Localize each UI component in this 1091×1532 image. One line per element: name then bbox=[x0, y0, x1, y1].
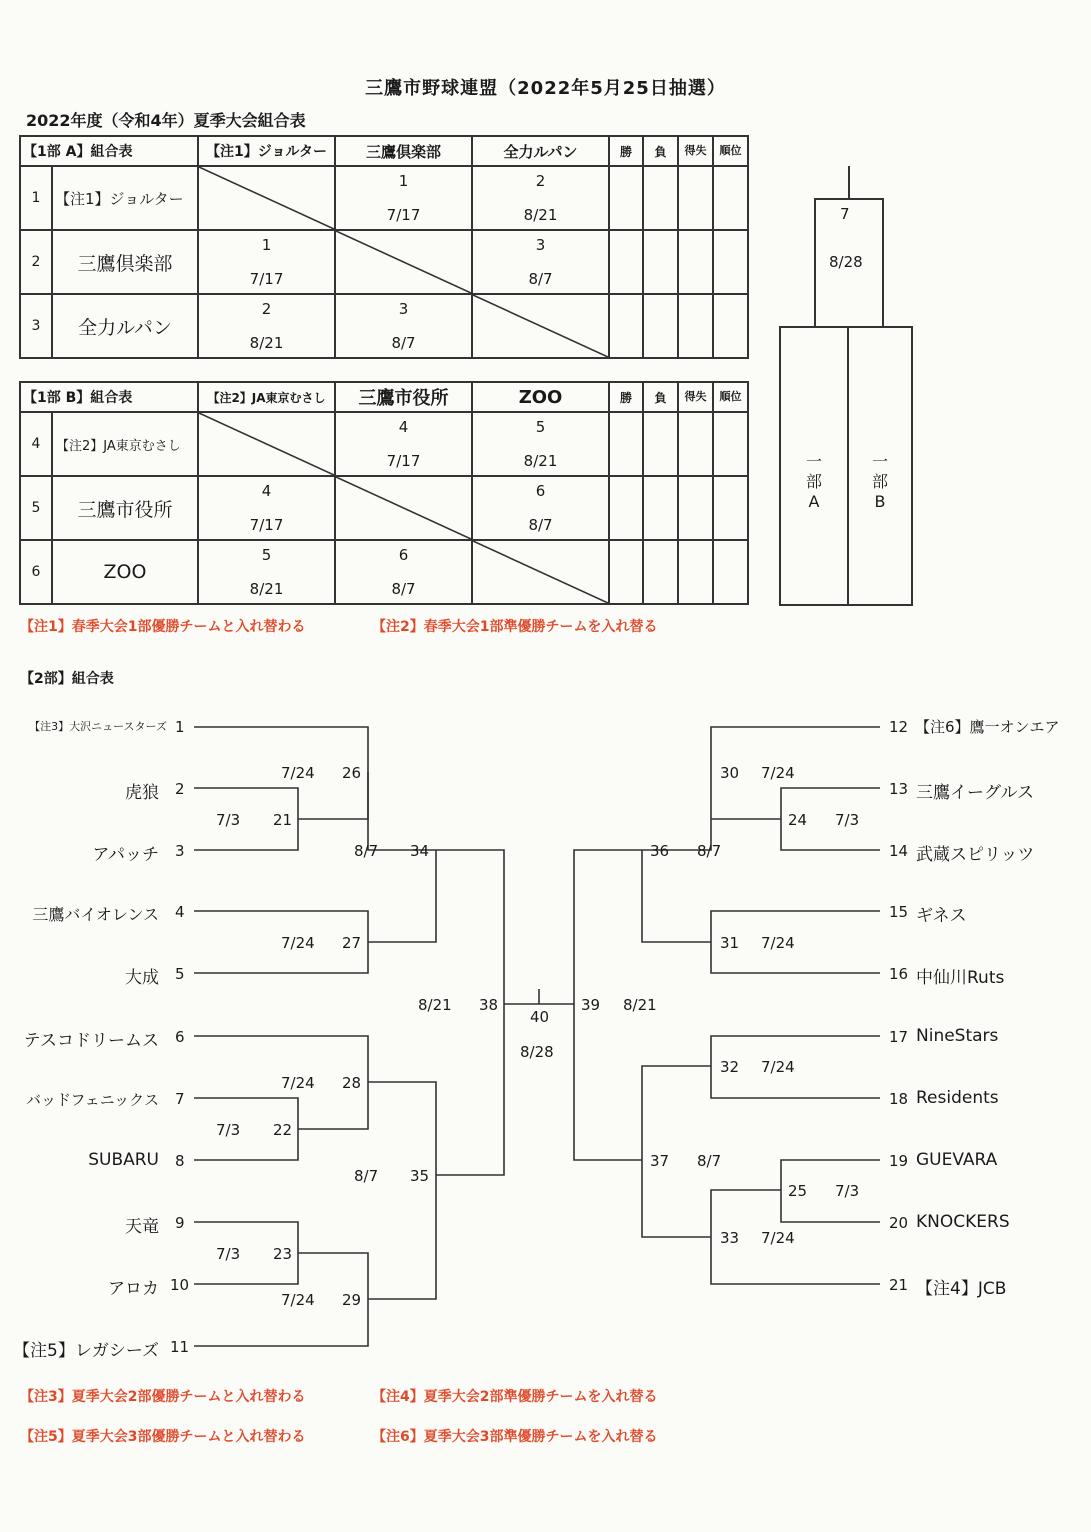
team-number: 6 bbox=[175, 1028, 185, 1046]
game-date: 7/24 bbox=[281, 764, 315, 782]
game-date: 8/7 bbox=[391, 334, 416, 352]
game-number: 32 bbox=[720, 1058, 740, 1076]
game-number: 5 bbox=[535, 418, 546, 436]
game-date: 7/17 bbox=[249, 516, 284, 534]
game-number: 29 bbox=[342, 1291, 362, 1309]
team-number: 11 bbox=[170, 1338, 190, 1356]
team-name: バッドフェニックス bbox=[25, 1091, 159, 1109]
game-date: 8/7 bbox=[391, 580, 416, 598]
game-number: 2 bbox=[261, 300, 272, 318]
game-date: 8/21 bbox=[523, 452, 558, 470]
team-number: 3 bbox=[175, 842, 185, 860]
note-5: 【注5】夏季大会3部優勝チームと入れ替わる bbox=[20, 1429, 306, 1445]
row-team: 全力ルパン bbox=[52, 294, 198, 358]
team-number: 16 bbox=[889, 965, 909, 983]
game-number: 33 bbox=[720, 1229, 740, 1247]
game-date: 7/24 bbox=[281, 1291, 315, 1309]
team-name: NineStars bbox=[916, 1026, 999, 1046]
game-number: 4 bbox=[398, 418, 409, 436]
row-team: 【注2】JA東京むさし bbox=[52, 412, 198, 476]
division2-label: 【2部】組合表 bbox=[20, 671, 114, 687]
team-name: 【注4】JCB bbox=[916, 1279, 1007, 1299]
note-6: 【注6】夏季大会3部準優勝チームを入れ替る bbox=[372, 1429, 658, 1445]
team-name: 【注6】鷹一オンエア bbox=[915, 718, 1060, 736]
game-date: 8/28 bbox=[520, 1043, 554, 1061]
column-team: 【注1】ジョルター bbox=[198, 136, 335, 166]
game-date: 7/24 bbox=[761, 1058, 795, 1076]
game-date: 7/24 bbox=[281, 1074, 315, 1092]
game-number: 40 bbox=[530, 1008, 550, 1026]
game-number: 1 bbox=[261, 236, 272, 254]
game-number: 24 bbox=[788, 811, 808, 829]
game-date: 7/3 bbox=[835, 811, 860, 829]
row-team: 三鷹市役所 bbox=[52, 476, 198, 540]
row-number: 3 bbox=[20, 294, 52, 358]
row-number: 2 bbox=[20, 230, 52, 294]
game-date: 7/3 bbox=[835, 1182, 860, 1200]
team-name: 虎狼 bbox=[125, 783, 159, 803]
team-name: Residents bbox=[916, 1088, 999, 1108]
game-date: 8/21 bbox=[623, 996, 657, 1014]
column-team: 【注2】JA東京むさし bbox=[198, 382, 335, 412]
column-rank: 順位 bbox=[713, 136, 748, 166]
team-number: 12 bbox=[889, 718, 909, 736]
game-number: 31 bbox=[720, 934, 740, 952]
column-win: 勝 bbox=[609, 382, 643, 412]
team-number: 17 bbox=[889, 1028, 909, 1046]
team-number: 18 bbox=[889, 1090, 909, 1108]
final-game-date: 8/28 bbox=[829, 253, 863, 271]
team-number: 15 bbox=[889, 903, 909, 921]
row-team: 【注1】ジョルター bbox=[52, 166, 198, 230]
team-name: 【注3】大沢ニュースターズ bbox=[29, 720, 167, 733]
row-team: ZOO bbox=[52, 540, 198, 604]
game-number: 34 bbox=[410, 842, 430, 860]
team-name: 大成 bbox=[125, 968, 159, 988]
game-number: 3 bbox=[398, 300, 409, 318]
team-number: 20 bbox=[889, 1214, 909, 1232]
game-number: 36 bbox=[650, 842, 670, 860]
note-1: 【注1】春季大会1部優勝チームと入れ替わる bbox=[20, 619, 306, 635]
team-name: 中仙川Ruts bbox=[916, 968, 1005, 988]
table-label: 【1部 B】組合表 bbox=[20, 382, 198, 412]
column-team: 全力ルパン bbox=[472, 136, 609, 166]
team-name: 天竜 bbox=[125, 1217, 159, 1237]
game-date: 7/17 bbox=[386, 206, 421, 224]
game-number: 21 bbox=[273, 811, 293, 829]
game-date: 8/7 bbox=[528, 270, 553, 288]
game-number: 22 bbox=[273, 1121, 293, 1139]
game-date: 7/24 bbox=[761, 764, 795, 782]
game-date: 8/7 bbox=[697, 1152, 722, 1170]
game-number: 2 bbox=[535, 172, 546, 190]
column-rank: 順位 bbox=[713, 382, 748, 412]
game-number: 27 bbox=[342, 934, 362, 952]
game-date: 7/3 bbox=[216, 811, 241, 829]
team-name: ギネス bbox=[916, 906, 967, 926]
game-date: 7/17 bbox=[249, 270, 284, 288]
team-name: GUEVARA bbox=[916, 1150, 998, 1170]
game-date: 7/24 bbox=[281, 934, 315, 952]
team-number: 21 bbox=[889, 1276, 909, 1294]
team-number: 1 bbox=[175, 718, 185, 736]
final-game-number: 7 bbox=[840, 205, 850, 223]
column-team: ZOO bbox=[472, 382, 609, 412]
game-date: 7/17 bbox=[386, 452, 421, 470]
team-number: 13 bbox=[889, 780, 909, 798]
team-name: 三鷹バイオレンス bbox=[32, 905, 159, 924]
team-number: 14 bbox=[889, 842, 909, 860]
team-number: 5 bbox=[175, 965, 185, 983]
game-date: 7/3 bbox=[216, 1245, 241, 1263]
row-number: 6 bbox=[20, 540, 52, 604]
team-name: KNOCKERS bbox=[916, 1212, 1010, 1232]
team-name: 【注5】レガシーズ bbox=[13, 1341, 159, 1361]
column-team: 三鷹市役所 bbox=[335, 382, 472, 412]
game-number: 1 bbox=[398, 172, 409, 190]
game-date: 8/7 bbox=[528, 516, 553, 534]
game-date: 8/21 bbox=[249, 580, 284, 598]
game-number: 3 bbox=[535, 236, 546, 254]
page-subtitle: 2022年度（令和4年）夏季大会組合表 bbox=[26, 111, 306, 130]
game-number: 25 bbox=[788, 1182, 808, 1200]
note-2: 【注2】春季大会1部準優勝チームを入れ替る bbox=[372, 619, 658, 635]
row-team: 三鷹倶楽部 bbox=[52, 230, 198, 294]
team-name: SUBARU bbox=[88, 1150, 159, 1170]
team-number: 10 bbox=[170, 1276, 190, 1294]
game-number: 39 bbox=[581, 996, 601, 1014]
game-date: 7/3 bbox=[216, 1121, 241, 1139]
final-slot-a-label: 一 部 A bbox=[805, 452, 822, 511]
team-name: 三鷹イーグルス bbox=[916, 783, 1034, 803]
page-title: 三鷹市野球連盟（2022年5月25日抽選） bbox=[365, 78, 726, 99]
team-name: アパッチ bbox=[92, 845, 159, 865]
column-runs: 得失 bbox=[678, 136, 713, 166]
team-number: 8 bbox=[175, 1152, 185, 1170]
game-date: 8/7 bbox=[354, 1167, 379, 1185]
game-number: 4 bbox=[261, 482, 272, 500]
team-number: 9 bbox=[175, 1214, 185, 1232]
game-number: 6 bbox=[535, 482, 546, 500]
column-team: 三鷹倶楽部 bbox=[335, 136, 472, 166]
team-name: テスコドリームス bbox=[23, 1031, 159, 1051]
team-number: 4 bbox=[175, 903, 185, 921]
column-loss: 負 bbox=[643, 382, 678, 412]
game-date: 8/21 bbox=[523, 206, 558, 224]
game-number: 30 bbox=[720, 764, 740, 782]
note-3: 【注3】夏季大会2部優勝チームと入れ替わる bbox=[20, 1389, 306, 1405]
column-win: 勝 bbox=[609, 136, 643, 166]
game-date: 8/7 bbox=[354, 842, 379, 860]
game-date: 8/21 bbox=[418, 996, 452, 1014]
game-date: 8/21 bbox=[249, 334, 284, 352]
row-number: 4 bbox=[20, 412, 52, 476]
game-number: 26 bbox=[342, 764, 362, 782]
table-label: 【1部 A】組合表 bbox=[20, 136, 198, 166]
row-number: 5 bbox=[20, 476, 52, 540]
game-number: 37 bbox=[650, 1152, 670, 1170]
team-name: 武蔵スピリッツ bbox=[916, 845, 1035, 865]
note-4: 【注4】夏季大会2部準優勝チームを入れ替る bbox=[372, 1389, 658, 1405]
game-date: 8/7 bbox=[697, 842, 722, 860]
game-number: 5 bbox=[261, 546, 272, 564]
game-number: 23 bbox=[273, 1245, 293, 1263]
game-number: 6 bbox=[398, 546, 409, 564]
game-date: 7/24 bbox=[761, 1229, 795, 1247]
team-number: 7 bbox=[175, 1090, 185, 1108]
game-date: 7/24 bbox=[761, 934, 795, 952]
game-number: 28 bbox=[342, 1074, 362, 1092]
final-slot-b-label: 一 部 B bbox=[871, 452, 888, 511]
team-number: 2 bbox=[175, 780, 185, 798]
column-runs: 得失 bbox=[678, 382, 713, 412]
game-number: 35 bbox=[410, 1167, 430, 1185]
column-loss: 負 bbox=[643, 136, 678, 166]
game-number: 38 bbox=[479, 996, 499, 1014]
team-number: 19 bbox=[889, 1152, 909, 1170]
team-name: アロカ bbox=[108, 1279, 159, 1299]
row-number: 1 bbox=[20, 166, 52, 230]
